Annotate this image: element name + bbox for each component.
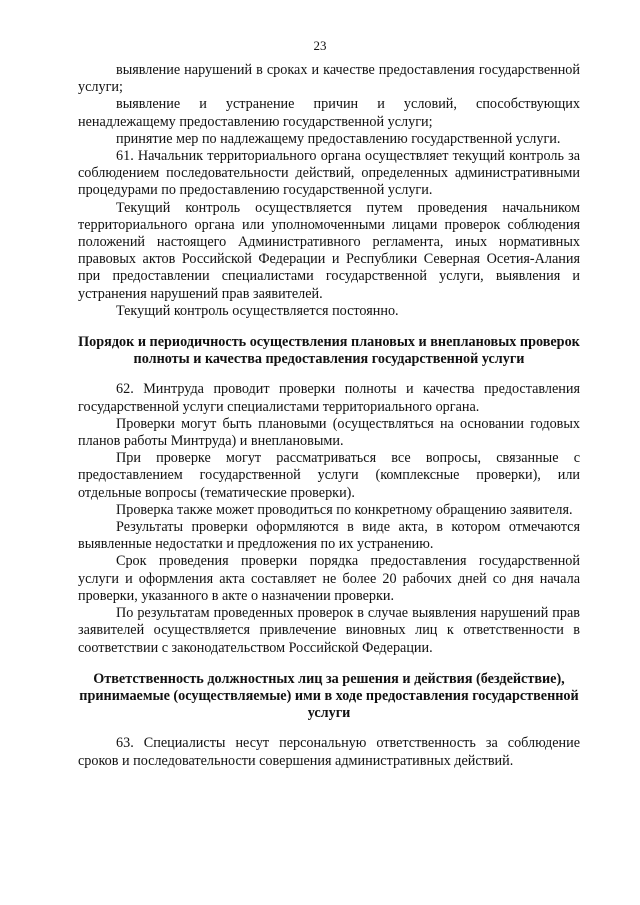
document-body — [78, 62, 580, 770]
paragraph: 62. Минтруда проводит проверки полноты и качества предоставления государственной услуги специалистами территориального органа. — [78, 381, 580, 415]
section-heading: Порядок и периодичность осуществления плановых и внеплановых проверок полноты и качества предоставления государственной услуги — [78, 334, 580, 368]
paragraph: При проверке могут рассматриваться все вопросы, связанные с предоставлением государственной услуги (комплексные проверки), или отдельные вопросы (тематические проверки). — [78, 450, 580, 501]
paragraph: Срок проведения проверки порядка предоставления государственной услуги и оформления акта составляет не более 20 рабочих дней со дня начала проверки, указанного в акте о назначении проверки. — [78, 553, 580, 604]
paragraph: Текущий контроль осуществляется путем проведения начальником территориального органа или уполномоченными лицами проверок соблюдения положений настоящего Административного регламента, иных нормативных правовых актов Российской Федерации и Республики Северная Осетия-Алания при предоставлении специалистами государственной услуги, выявления и устранения нарушений прав заявителей. — [78, 199, 580, 302]
page-number: 23 — [313, 38, 327, 53]
paragraph: Проверка также может проводиться по конкретному обращению заявителя. — [116, 501, 573, 518]
paragraph: 61. Начальник территориального органа осуществляет текущий контроль за соблюдением последовательности действий, определенных административными процедурами по предоставлению государственной услуги. — [78, 148, 580, 199]
paragraph: Результаты проверки оформляются в виде акта, в котором отмечаются выявленные недостатки и предложения по их устранению. — [78, 519, 580, 553]
paragraph: Проверки могут быть плановыми (осуществляться на основании годовых планов работы Минтруда) и внеплановыми. — [78, 415, 580, 450]
paragraph: принятие мер по надлежащему предоставлению государственной услуги. — [116, 130, 561, 147]
section-heading: Ответственность должностных лиц за решения и действия (бездействие), принимаемые (осуществляемые) ими в ходе предоставления государственной услуги — [79, 670, 579, 722]
paragraph: 63. Специалисты несут персональную ответственность за соблюдение сроков и последовательности совершения административных действий. — [78, 735, 580, 769]
paragraph: выявление нарушений в сроках и качестве предоставления государственной услуги; — [78, 62, 580, 96]
paragraph: Текущий контроль осуществляется постоянно. — [116, 302, 399, 319]
paragraph: выявление и устранение причин и условий, способствующих ненадлежащему предоставлению государственной услуги; — [78, 96, 580, 130]
paragraph: По результатам проведенных проверок в случае выявления нарушений прав заявителей осуществляется привлечение виновных лиц к ответственности в соответствии с законодательством Российской Федерации. — [78, 605, 580, 656]
